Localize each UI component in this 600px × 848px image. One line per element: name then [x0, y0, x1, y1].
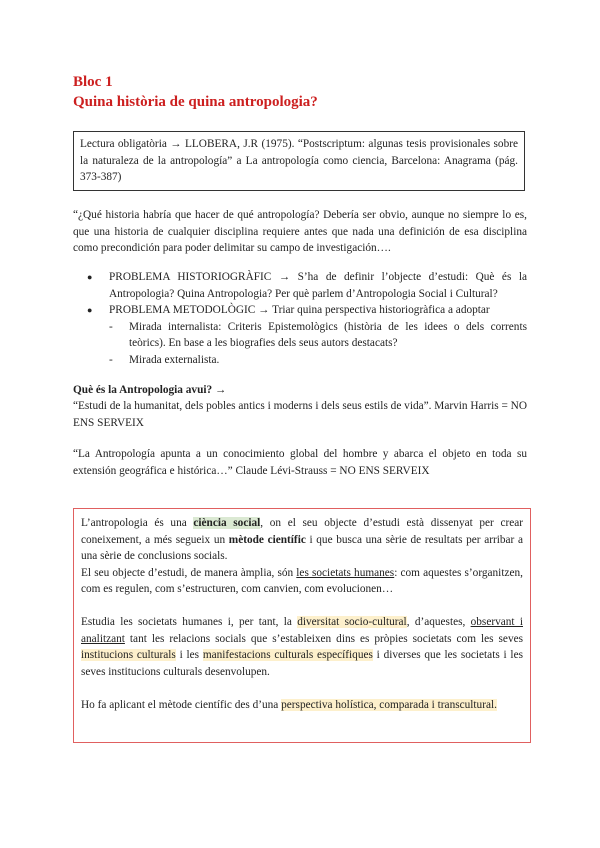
highlight-social-science: ciència social: [193, 517, 261, 529]
text-run: i que busca una sèrie de resultats per arribar a una sèrie de conclusions socials.: [81, 533, 523, 562]
text-run: L’antropologia és una: [81, 517, 194, 529]
text-run: i les: [175, 649, 203, 661]
text-run: tant les relacions socials que s’estableixen dins es pròpies societats com les seves: [124, 632, 523, 645]
text-run: : com aquestes s’organitzen, com es regulen, com s’estructuren, com canvien, com evolucionen…: [81, 566, 523, 595]
text-run: El seu objecte d’estudi, de manera àmplia, són: [81, 566, 297, 579]
sub-list: [109, 319, 527, 369]
bullet-icon: ●: [87, 305, 93, 315]
definition-box: [73, 508, 531, 743]
problem-list: [73, 269, 527, 368]
underlined-term: observant i analitzant: [81, 616, 523, 645]
highlight-diversity: diversitat socio-cultural: [297, 616, 407, 628]
bloc-label: Bloc 1: [73, 74, 113, 90]
text-run: , on el seu objecte d’estudi està dissenyat per crear coneixement, a més segueix un: [81, 517, 524, 546]
anthropology-today-heading: Què és la Antropologia avui? →: [73, 384, 227, 396]
highlight-manifestations: manifestacions culturals específiques: [202, 649, 373, 661]
diversity-paragraph: [81, 614, 523, 680]
reading-box: Lectura obligatòria → LLOBERA, J.R (1975). “Postscriptum: algunas tesis provisionales sobre la naturaleza de la antropología” a La antropología como ciencia, Barcelona: Anagrama (pág. 373-387): [73, 131, 525, 191]
text-run: , d’aquestes,: [406, 616, 471, 628]
sub-list-item: [109, 352, 527, 369]
bullet-icon: ●: [87, 272, 93, 282]
dash-icon: -: [109, 320, 113, 333]
dash-icon: -: [109, 353, 113, 366]
sub-bullet-text: Mirada externalista.: [129, 353, 220, 366]
intro-quote: “¿Qué historia habría que hacer de qué antropología? Debería ser obvio, aunque no siempre lo es, que una historia de cualquier disciplina requiere antes que nada una definición de esa disciplina como precondición para poder delimitar su campo de investigación….: [73, 209, 527, 254]
bullet-text: PROBLEMA HISTORIOGRÀFIC → S’ha de definir l’objecte d’estudi: Què és la Antropologia? Quina Antropologia? Per què parlem d’Antropologia Social i Cultural?: [109, 271, 527, 300]
highlight-perspective: perspectiva holística, comparada i transcultural.: [281, 698, 497, 711]
highlight-institutions: institucions culturals: [81, 649, 176, 661]
underlined-term: les societats humanes: [296, 566, 395, 579]
method-paragraph: [81, 697, 523, 714]
definition-paragraph: [81, 515, 523, 565]
sub-list-item: [109, 319, 527, 352]
list-item: [73, 269, 527, 302]
levi-strauss-quote: “La Antropología apunta a un conocimiento global del hombre y abarca el objeto en toda su extensión geográfica e histórica…” Claude Lévi-Strauss = NO ENS SERVEIX: [73, 448, 527, 477]
bullet-text: PROBLEMA METODOLÒGIC → Triar quina perspectiva historiogràfica a adoptar: [109, 304, 490, 316]
text-run: Ho fa aplicant el mètode científic des d’una: [81, 698, 282, 711]
object-paragraph: [81, 565, 523, 598]
scientific-method-term: mètode científic: [228, 533, 306, 546]
harris-quote: “Estudi de la humanitat, dels pobles antics i moderns i dels seus estils de vida”. Marvin Harris = NO ENS SERVEIX: [73, 400, 527, 429]
list-item: [73, 302, 527, 368]
page-title: Quina història de quina antropologia?: [73, 94, 318, 110]
sub-bullet-text: Mirada internalista: Criteris Epistemològics (història de les idees o dels corrents teòrics). En base a les biografies dels seus autors destacats?: [129, 320, 527, 349]
text-run: Estudia les societats humanes i, per tant, la: [81, 616, 298, 628]
text-run: i diverses que les societats i les seves institucions culturals desenvolupen.: [81, 649, 523, 678]
